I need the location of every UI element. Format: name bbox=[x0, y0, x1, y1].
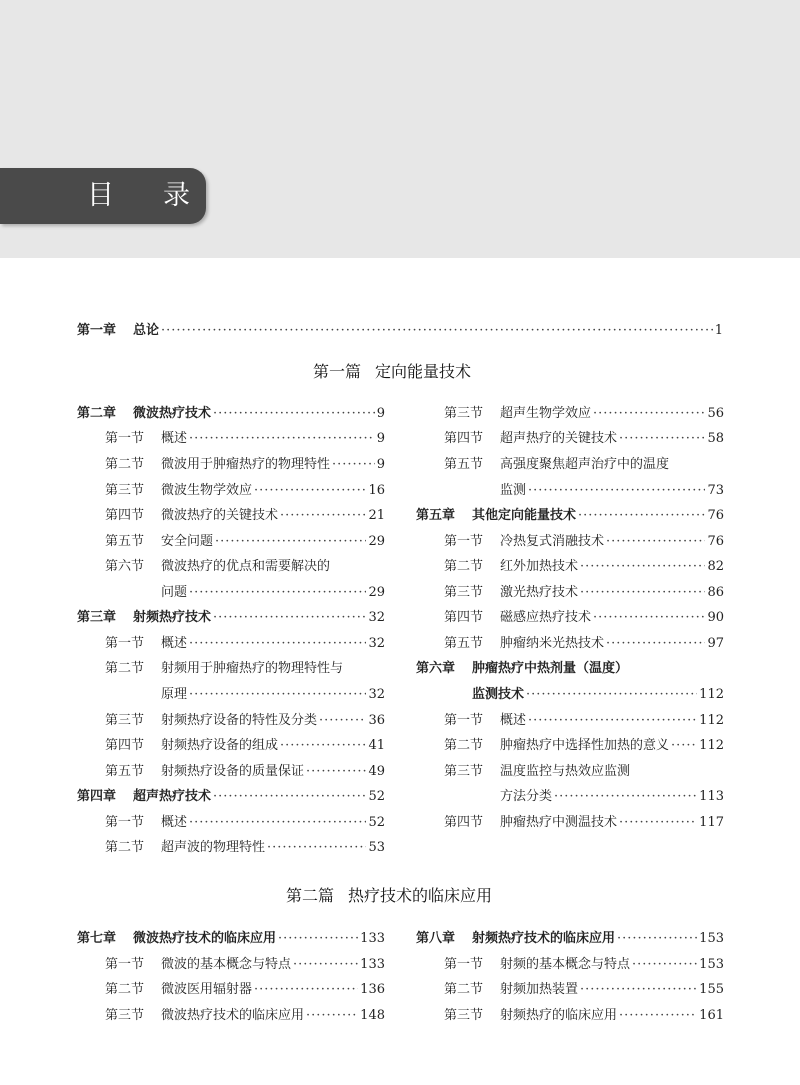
section-title: 磁感应热疗技术 bbox=[500, 610, 592, 625]
section-label: 第三节 bbox=[105, 1008, 145, 1023]
section-label: 第五节 bbox=[105, 764, 145, 779]
toc-entry-section[interactable] bbox=[444, 430, 724, 448]
section-label: 第二节 bbox=[105, 840, 145, 855]
toc-entry-continuation[interactable] bbox=[161, 686, 385, 704]
leader-dots bbox=[215, 533, 366, 551]
toc-entry-section[interactable] bbox=[105, 763, 385, 781]
leader-dots bbox=[617, 930, 697, 948]
section-label: 第二节 bbox=[444, 982, 484, 997]
section-title: 微波的基本概念与特点 bbox=[161, 957, 292, 972]
chapter-label: 第四章 bbox=[77, 789, 117, 804]
section-title: 微波用于肿瘤热疗的物理特性 bbox=[161, 457, 331, 472]
page-number: 1 bbox=[714, 323, 723, 338]
chapter-title: 射频热疗技术的临床应用 bbox=[472, 931, 616, 946]
toc-entry-section[interactable] bbox=[105, 430, 385, 448]
leader-dots bbox=[671, 737, 697, 755]
part-label: 第二篇 bbox=[286, 886, 335, 905]
leader-dots bbox=[580, 981, 697, 999]
section-title: 射频用于肿瘤热疗的物理特性与 bbox=[161, 661, 344, 676]
section-label: 第三节 bbox=[105, 713, 145, 728]
toc-entry-chapter[interactable] bbox=[77, 930, 385, 948]
part-title: 热疗技术的临床应用 bbox=[348, 886, 493, 905]
page-number: 29 bbox=[368, 534, 385, 549]
toc-entry-section[interactable] bbox=[444, 558, 724, 576]
chapter-label: 第七章 bbox=[77, 931, 117, 946]
toc-entry-section[interactable] bbox=[444, 981, 724, 999]
chapter-title: 其他定向能量技术 bbox=[472, 508, 577, 523]
page-number: 9 bbox=[376, 406, 385, 421]
leader-dots bbox=[593, 609, 705, 627]
section-label: 第四节 bbox=[105, 508, 145, 523]
page-number: 117 bbox=[699, 815, 724, 830]
toc-entry-section[interactable] bbox=[444, 635, 724, 653]
section-label: 第四节 bbox=[444, 431, 484, 446]
section-label: 第三节 bbox=[444, 764, 484, 779]
section-title: 安全问题 bbox=[161, 534, 214, 549]
page-number: 153 bbox=[699, 931, 724, 946]
section-label: 第一节 bbox=[444, 957, 484, 972]
leader-dots bbox=[619, 814, 697, 832]
page-number: 133 bbox=[360, 931, 385, 946]
toc-entry-chapter[interactable] bbox=[77, 788, 385, 806]
section-title: 高强度聚焦超声治疗中的温度 bbox=[500, 457, 670, 472]
section-label: 第四节 bbox=[444, 610, 484, 625]
page-number: 49 bbox=[368, 764, 385, 779]
toc-entry-section[interactable] bbox=[105, 839, 385, 857]
page-number: 73 bbox=[707, 483, 724, 498]
section-label: 第三节 bbox=[444, 406, 484, 421]
section-title: 问题 bbox=[161, 585, 188, 600]
page-number: 82 bbox=[707, 559, 724, 574]
section-label: 第一节 bbox=[105, 815, 145, 830]
chapter-title: 射频热疗技术 bbox=[133, 610, 212, 625]
toc-entry-section[interactable] bbox=[105, 635, 385, 653]
page-number: 112 bbox=[699, 687, 724, 702]
page-number: 32 bbox=[368, 636, 385, 651]
leader-dots bbox=[528, 712, 697, 730]
toc-entry-chapter[interactable] bbox=[416, 507, 724, 525]
page-number: 133 bbox=[360, 957, 385, 972]
toc-entry-section[interactable] bbox=[444, 533, 724, 551]
section-title: 概述 bbox=[500, 713, 527, 728]
section-title: 概述 bbox=[161, 431, 188, 446]
toc-entry-section[interactable] bbox=[105, 1007, 385, 1025]
page-number: 86 bbox=[707, 585, 724, 600]
page-number: 161 bbox=[699, 1008, 724, 1023]
chapter-label: 第八章 bbox=[416, 931, 456, 946]
leader-dots bbox=[161, 322, 713, 340]
toc-entry-section[interactable] bbox=[444, 956, 724, 974]
toc-title-char-2: 录 bbox=[163, 180, 190, 211]
leader-dots bbox=[306, 1007, 358, 1025]
section-title: 射频加热装置 bbox=[500, 982, 579, 997]
toc-entry-continuation[interactable] bbox=[472, 686, 724, 704]
section-label: 第五节 bbox=[444, 636, 484, 651]
leader-dots bbox=[580, 584, 705, 602]
part-heading-2 bbox=[286, 885, 492, 907]
leader-dots bbox=[319, 712, 366, 730]
section-title: 微波热疗的关键技术 bbox=[161, 508, 279, 523]
part-heading-1 bbox=[313, 361, 471, 383]
page-number: 58 bbox=[707, 431, 724, 446]
leader-dots bbox=[254, 482, 366, 500]
section-title: 射频热疗设备的组成 bbox=[161, 738, 279, 753]
section-title: 激光热疗技术 bbox=[500, 585, 579, 600]
chapter-label: 第六章 bbox=[416, 661, 456, 676]
toc-entry-section[interactable] bbox=[444, 737, 724, 755]
page-number: 36 bbox=[368, 713, 385, 728]
chapter-title: 微波热疗技术的临床应用 bbox=[133, 931, 277, 946]
toc-entry-section[interactable] bbox=[105, 814, 385, 832]
section-title: 射频热疗的临床应用 bbox=[500, 1008, 618, 1023]
section-title: 肿瘤热疗中选择性加热的意义 bbox=[500, 738, 670, 753]
leader-dots bbox=[189, 430, 375, 448]
leader-dots bbox=[332, 456, 375, 474]
section-label: 第一节 bbox=[105, 636, 145, 651]
section-title: 射频的基本概念与特点 bbox=[500, 957, 631, 972]
section-title: 肿瘤纳米光热技术 bbox=[500, 636, 605, 651]
toc-entry-section[interactable] bbox=[105, 712, 385, 730]
page-number: 21 bbox=[368, 508, 385, 523]
toc-entry-section[interactable] bbox=[444, 609, 724, 627]
section-label: 第四节 bbox=[444, 815, 484, 830]
page-number: 9 bbox=[376, 457, 385, 472]
section-title: 射频热疗设备的特性及分类 bbox=[161, 713, 318, 728]
toc-title-tab bbox=[0, 168, 206, 224]
leader-dots bbox=[293, 956, 358, 974]
toc-entry-chapter[interactable] bbox=[416, 930, 724, 948]
page-number: 113 bbox=[699, 789, 724, 804]
page-number: 32 bbox=[368, 687, 385, 702]
chapter-title: 监测技术 bbox=[472, 687, 525, 702]
page-number: 97 bbox=[707, 636, 724, 651]
page-number: 32 bbox=[368, 610, 385, 625]
leader-dots bbox=[580, 558, 705, 576]
section-label: 第二节 bbox=[105, 982, 145, 997]
chapter-title: 肿瘤热疗中热剂量（温度） bbox=[472, 661, 629, 676]
page-number: 112 bbox=[699, 738, 724, 753]
section-label: 第二节 bbox=[105, 457, 145, 472]
section-title: 超声生物学效应 bbox=[500, 406, 592, 421]
toc-entry-section[interactable] bbox=[105, 456, 385, 474]
part-label: 第一篇 bbox=[313, 362, 362, 381]
leader-dots bbox=[189, 686, 366, 704]
page-number: 76 bbox=[707, 534, 724, 549]
toc-entry-continuation[interactable] bbox=[500, 482, 724, 500]
toc-entry-section[interactable] bbox=[105, 507, 385, 525]
page-number: 90 bbox=[707, 610, 724, 625]
page-number: 9 bbox=[376, 431, 385, 446]
toc-entry-chapter-1[interactable] bbox=[77, 322, 723, 340]
leader-dots bbox=[606, 635, 705, 653]
section-label: 第一节 bbox=[444, 534, 484, 549]
chapter-label: 第一章 bbox=[77, 323, 117, 338]
page-number: 52 bbox=[368, 815, 385, 830]
toc-entry-section[interactable] bbox=[105, 737, 385, 755]
leader-dots bbox=[267, 839, 366, 857]
chapter-title: 微波热疗技术 bbox=[133, 406, 212, 421]
section-title: 冷热复式消融技术 bbox=[500, 534, 605, 549]
leader-dots bbox=[189, 635, 366, 653]
toc-entry-section[interactable] bbox=[105, 956, 385, 974]
page-number: 153 bbox=[699, 957, 724, 972]
toc-entry-section[interactable] bbox=[444, 1007, 724, 1025]
section-title: 超声热疗的关键技术 bbox=[500, 431, 618, 446]
section-label: 第二节 bbox=[444, 738, 484, 753]
section-label: 第一节 bbox=[105, 431, 145, 446]
toc-entry-section[interactable] bbox=[444, 712, 724, 730]
leader-dots bbox=[280, 507, 366, 525]
leader-dots bbox=[306, 763, 366, 781]
section-title: 超声波的物理特性 bbox=[161, 840, 266, 855]
leader-dots bbox=[213, 609, 366, 627]
leader-dots bbox=[578, 507, 705, 525]
toc-entry-section[interactable] bbox=[105, 660, 385, 678]
section-title: 肿瘤热疗中测温技术 bbox=[500, 815, 618, 830]
page-number: 136 bbox=[360, 982, 385, 997]
toc-entry-section[interactable] bbox=[105, 558, 385, 576]
toc-entry-section[interactable] bbox=[444, 814, 724, 832]
leader-dots bbox=[213, 788, 366, 806]
leader-dots bbox=[526, 686, 697, 704]
page-number: 41 bbox=[368, 738, 385, 753]
section-title: 概述 bbox=[161, 815, 188, 830]
section-label: 第五节 bbox=[444, 457, 484, 472]
page-number: 148 bbox=[360, 1008, 385, 1023]
section-label: 第一节 bbox=[105, 957, 145, 972]
chapter-title: 总论 bbox=[133, 323, 160, 338]
section-title: 微波热疗技术的临床应用 bbox=[161, 1008, 305, 1023]
chapter-label: 第三章 bbox=[77, 610, 117, 625]
section-title: 温度监控与热效应监测 bbox=[500, 764, 631, 779]
page-number: 29 bbox=[368, 585, 385, 600]
section-label: 第一节 bbox=[444, 713, 484, 728]
page-number: 112 bbox=[699, 713, 724, 728]
section-label: 第三节 bbox=[105, 483, 145, 498]
section-label: 第三节 bbox=[444, 585, 484, 600]
toc-entry-section[interactable] bbox=[444, 405, 724, 423]
section-title: 监测 bbox=[500, 483, 527, 498]
toc-entry-section[interactable] bbox=[105, 482, 385, 500]
section-title: 射频热疗设备的质量保证 bbox=[161, 764, 305, 779]
toc-entry-chapter[interactable] bbox=[77, 609, 385, 627]
leader-dots bbox=[213, 405, 375, 423]
leader-dots bbox=[606, 533, 705, 551]
leader-dots bbox=[632, 956, 697, 974]
leader-dots bbox=[254, 981, 358, 999]
leader-dots bbox=[278, 930, 358, 948]
section-label: 第四节 bbox=[105, 738, 145, 753]
section-label: 第二节 bbox=[105, 661, 145, 676]
leader-dots bbox=[528, 482, 705, 500]
toc-entry-continuation[interactable] bbox=[161, 584, 385, 602]
chapter-label: 第五章 bbox=[416, 508, 456, 523]
toc-entry-chapter[interactable] bbox=[77, 405, 385, 423]
section-label: 第六节 bbox=[105, 559, 145, 574]
page-number: 16 bbox=[368, 483, 385, 498]
section-title: 微波医用辐射器 bbox=[161, 982, 253, 997]
leader-dots bbox=[619, 1007, 697, 1025]
section-label: 第三节 bbox=[444, 1008, 484, 1023]
section-label: 第五节 bbox=[105, 534, 145, 549]
leader-dots bbox=[593, 405, 705, 423]
page-number: 52 bbox=[368, 789, 385, 804]
toc-entry-continuation[interactable] bbox=[500, 788, 724, 806]
toc-entry-section[interactable] bbox=[444, 456, 724, 474]
section-title: 方法分类 bbox=[500, 789, 553, 804]
chapter-title: 超声热疗技术 bbox=[133, 789, 212, 804]
leader-dots bbox=[280, 737, 366, 755]
toc-entry-chapter[interactable] bbox=[416, 660, 724, 678]
page-number: 76 bbox=[707, 508, 724, 523]
section-title: 微波生物学效应 bbox=[161, 483, 253, 498]
part-title: 定向能量技术 bbox=[375, 362, 472, 381]
toc-entry-section[interactable] bbox=[444, 763, 724, 781]
leader-dots bbox=[189, 584, 366, 602]
page-number: 56 bbox=[707, 406, 724, 421]
section-title: 微波热疗的优点和需要解决的 bbox=[161, 559, 331, 574]
leader-dots bbox=[619, 430, 705, 448]
section-title: 原理 bbox=[161, 687, 188, 702]
toc-entry-section[interactable] bbox=[105, 533, 385, 551]
toc-entry-section[interactable] bbox=[444, 584, 724, 602]
toc-entry-section[interactable] bbox=[105, 981, 385, 999]
page-number: 155 bbox=[699, 982, 724, 997]
page-number: 53 bbox=[368, 840, 385, 855]
chapter-label: 第二章 bbox=[77, 406, 117, 421]
section-label: 第二节 bbox=[444, 559, 484, 574]
toc-title-char-1: 目 bbox=[87, 180, 114, 211]
leader-dots bbox=[554, 788, 697, 806]
leader-dots bbox=[189, 814, 366, 832]
section-title: 概述 bbox=[161, 636, 188, 651]
section-title: 红外加热技术 bbox=[500, 559, 579, 574]
